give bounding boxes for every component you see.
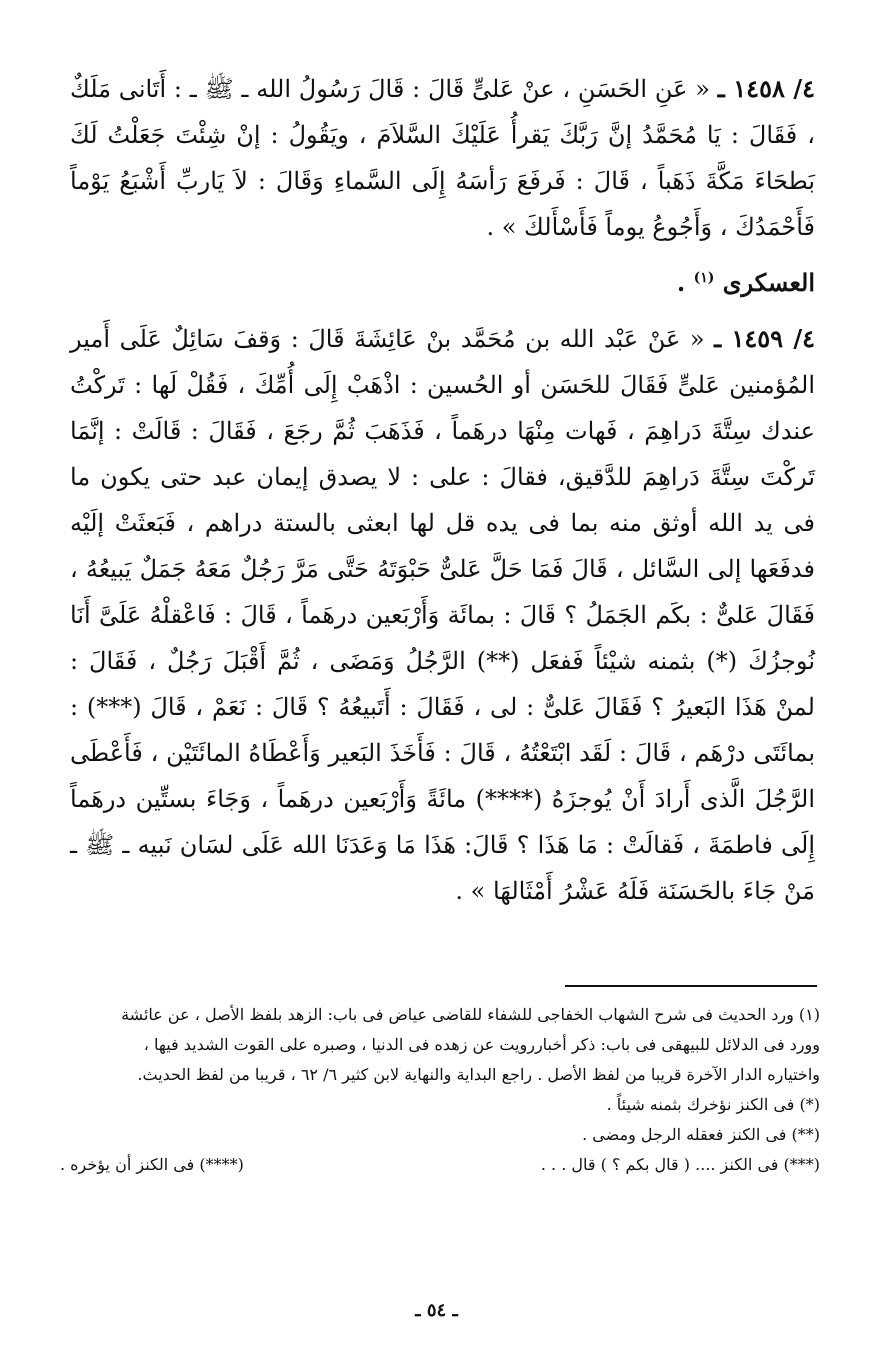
narrator-end: .	[676, 268, 686, 297]
footnote-1-line-3: واختياره الدار الآخرة قريبا من لفظ الأصل . راجع البداية والنهاية لابن كثير ٦/ ٦٢ ، قريبا من لفظ الحديث.	[137, 1065, 820, 1084]
narrator-attribution	[70, 260, 815, 306]
main-text	[70, 66, 815, 914]
narrator-name: العسكرى	[722, 268, 815, 297]
footnote-1-line-1: (١) ورد الحديث فى شرح الشهاب الخفاجى للشفاء للقاضى عياض فى باب: الزهد بلفظ الأصل ، عن عائشة	[121, 1005, 820, 1024]
hadith-1459-number: ٤/ ١٤٥٩ ـ	[714, 324, 815, 353]
hadith-1458-number: ٤/ ١٤٥٨ ـ	[717, 74, 816, 103]
footnote-star-3: (***) فى الكنز .... ( قال بكم ؟ ) قال . . .	[540, 1155, 820, 1174]
page-number: ـ ٥٤ ـ	[415, 1300, 458, 1321]
hadith-1459-text: « عَنْ عَبْد الله بن مُحَمَّد بنْ عَائِشَةَ قَالَ : وَقفَ سَائِلٌ عَلَى أَمير المُؤمنين عَلىٍّ فَقَالَ للحَسَن أو الحُسين : اذْهَبْ إِلَى أُمِّكَ ، فَقُلْ لَها : تَركْتُ عندك سِتَّةَ دَراهِمَ ، فَهات مِنْهَا درهَماً ، فَذَهَبَ ثُمَّ رجَعَ ، فَقَالَ : قَالَتْ : إنَّمَا تَركْتَ سِتَّةَ دَراهِمَ للدَّقيق، فقالَ : على : لا يصدق إيمان عبد حتى يكون ما فى يد الله أوثق منه بما فى يده قل لها ابعثى بالستة دراهم ، فَبَعثَتْ إلَيْه فدفَعَها إلى السَّائل ، قَالَ فَمَا حَلَّ عَلىٌّ حَبْوَتَهُ حَتَّى مَرَّ رَجُلٌ مَعَهُ جَمَلٌ يَبيعُهُ ، فَقَالَ عَلىٌّ : بكَم الجَمَلُ ؟ قَالَ : بمائَة وَأَرْبَعين درهَماً ، قَالَ : فَاعْقلْهُ عَلَىَّ أَنَا نُوجزُكَ (*) بثمنه شيْئاً فَفعَل (**) الرَّجُلُ وَمَضَى ، ثُمَّ أَقْبَلَ رَجُلٌ ، فَقَالَ : لمنْ هَذَا البَعيرُ ؟ فَقَالَ عَلىٌّ : لى ، فَقَالَ : أَتَبيعُهُ ؟ قَالَ : نَعَمْ ، قَالَ (***) : بمائَتَى درْهَم ، قَالَ : لَقَد ابْتَعْتُهُ ، قَالَ : فَأَخَذَ البَعير وَأَعْطَاهُ المائَتَيْن ، فَأَعْطَى الرَّجُلَ الَّذى أَرادَ أَنْ يُوجزَهُ (****) مائَةً وَأَرْبَعين درهَماً ، وَجَاءَ بستِّين درهَماً إِلَى فاطمَةَ ، فَقالَتْ : مَا هَذَا ؟ قَالَ: هَذَا مَا وَعَدَنَا الله عَلَى لسَان نَبيه ـ ﷺ ـ مَنْ جَاءَ بالحَسَنَة فَلَهُ عَشْرُ أَمْثَالهَا » .	[70, 325, 815, 905]
hadith-1458-text: « عَنِ الحَسَنِ ، عنْ عَلىٍّ قَالَ : قَالَ رَسُولُ الله ـ ﷺ ـ : أَتَانى مَلَكٌ ، فَقَالَ : يَا مُحَمَّدُ إنَّ رَبَّكَ يَقرأُ عَلَيْكَ السَّلاَمَ ، ويَقُولُ : إنْ شِئْتَ جَعَلْتُ لَكَ بَطحَاءَ مَكَّةَ ذَهَباً ، قَالَ : فَرفَعَ رَأسَهُ إِلَى السَّماءِ وَقَالَ : لاَ يَاربِّ أَشْبَعُ يَوْماً فَأَحْمَدُكَ ، وَأَجُوعُ يوماً فَأَسْأَلكَ » .	[70, 75, 815, 241]
hadith-1458	[70, 66, 815, 250]
footnote-divider	[565, 985, 817, 987]
footnote-star-2: (**) فى الكنز فعقله الرجل ومضى .	[582, 1125, 820, 1144]
footnote-star-4: (****) فى الكنز أن يؤخره .	[60, 1155, 244, 1174]
footnote-star-1: (*) فى الكنز نؤخرك بثمنه شيئاً .	[606, 1095, 820, 1114]
footnote-marker-1: (١)	[693, 270, 715, 286]
footnote-1-line-2: وورد فى الدلائل للبيهقى فى باب: ذكر أخباررويت عن زهده فى الدنيا ، وصبره على القوت الشديد فيها ،	[143, 1035, 820, 1054]
footnotes	[60, 1000, 820, 1180]
footnote-last-row	[60, 1150, 820, 1180]
hadith-1459	[70, 316, 815, 914]
